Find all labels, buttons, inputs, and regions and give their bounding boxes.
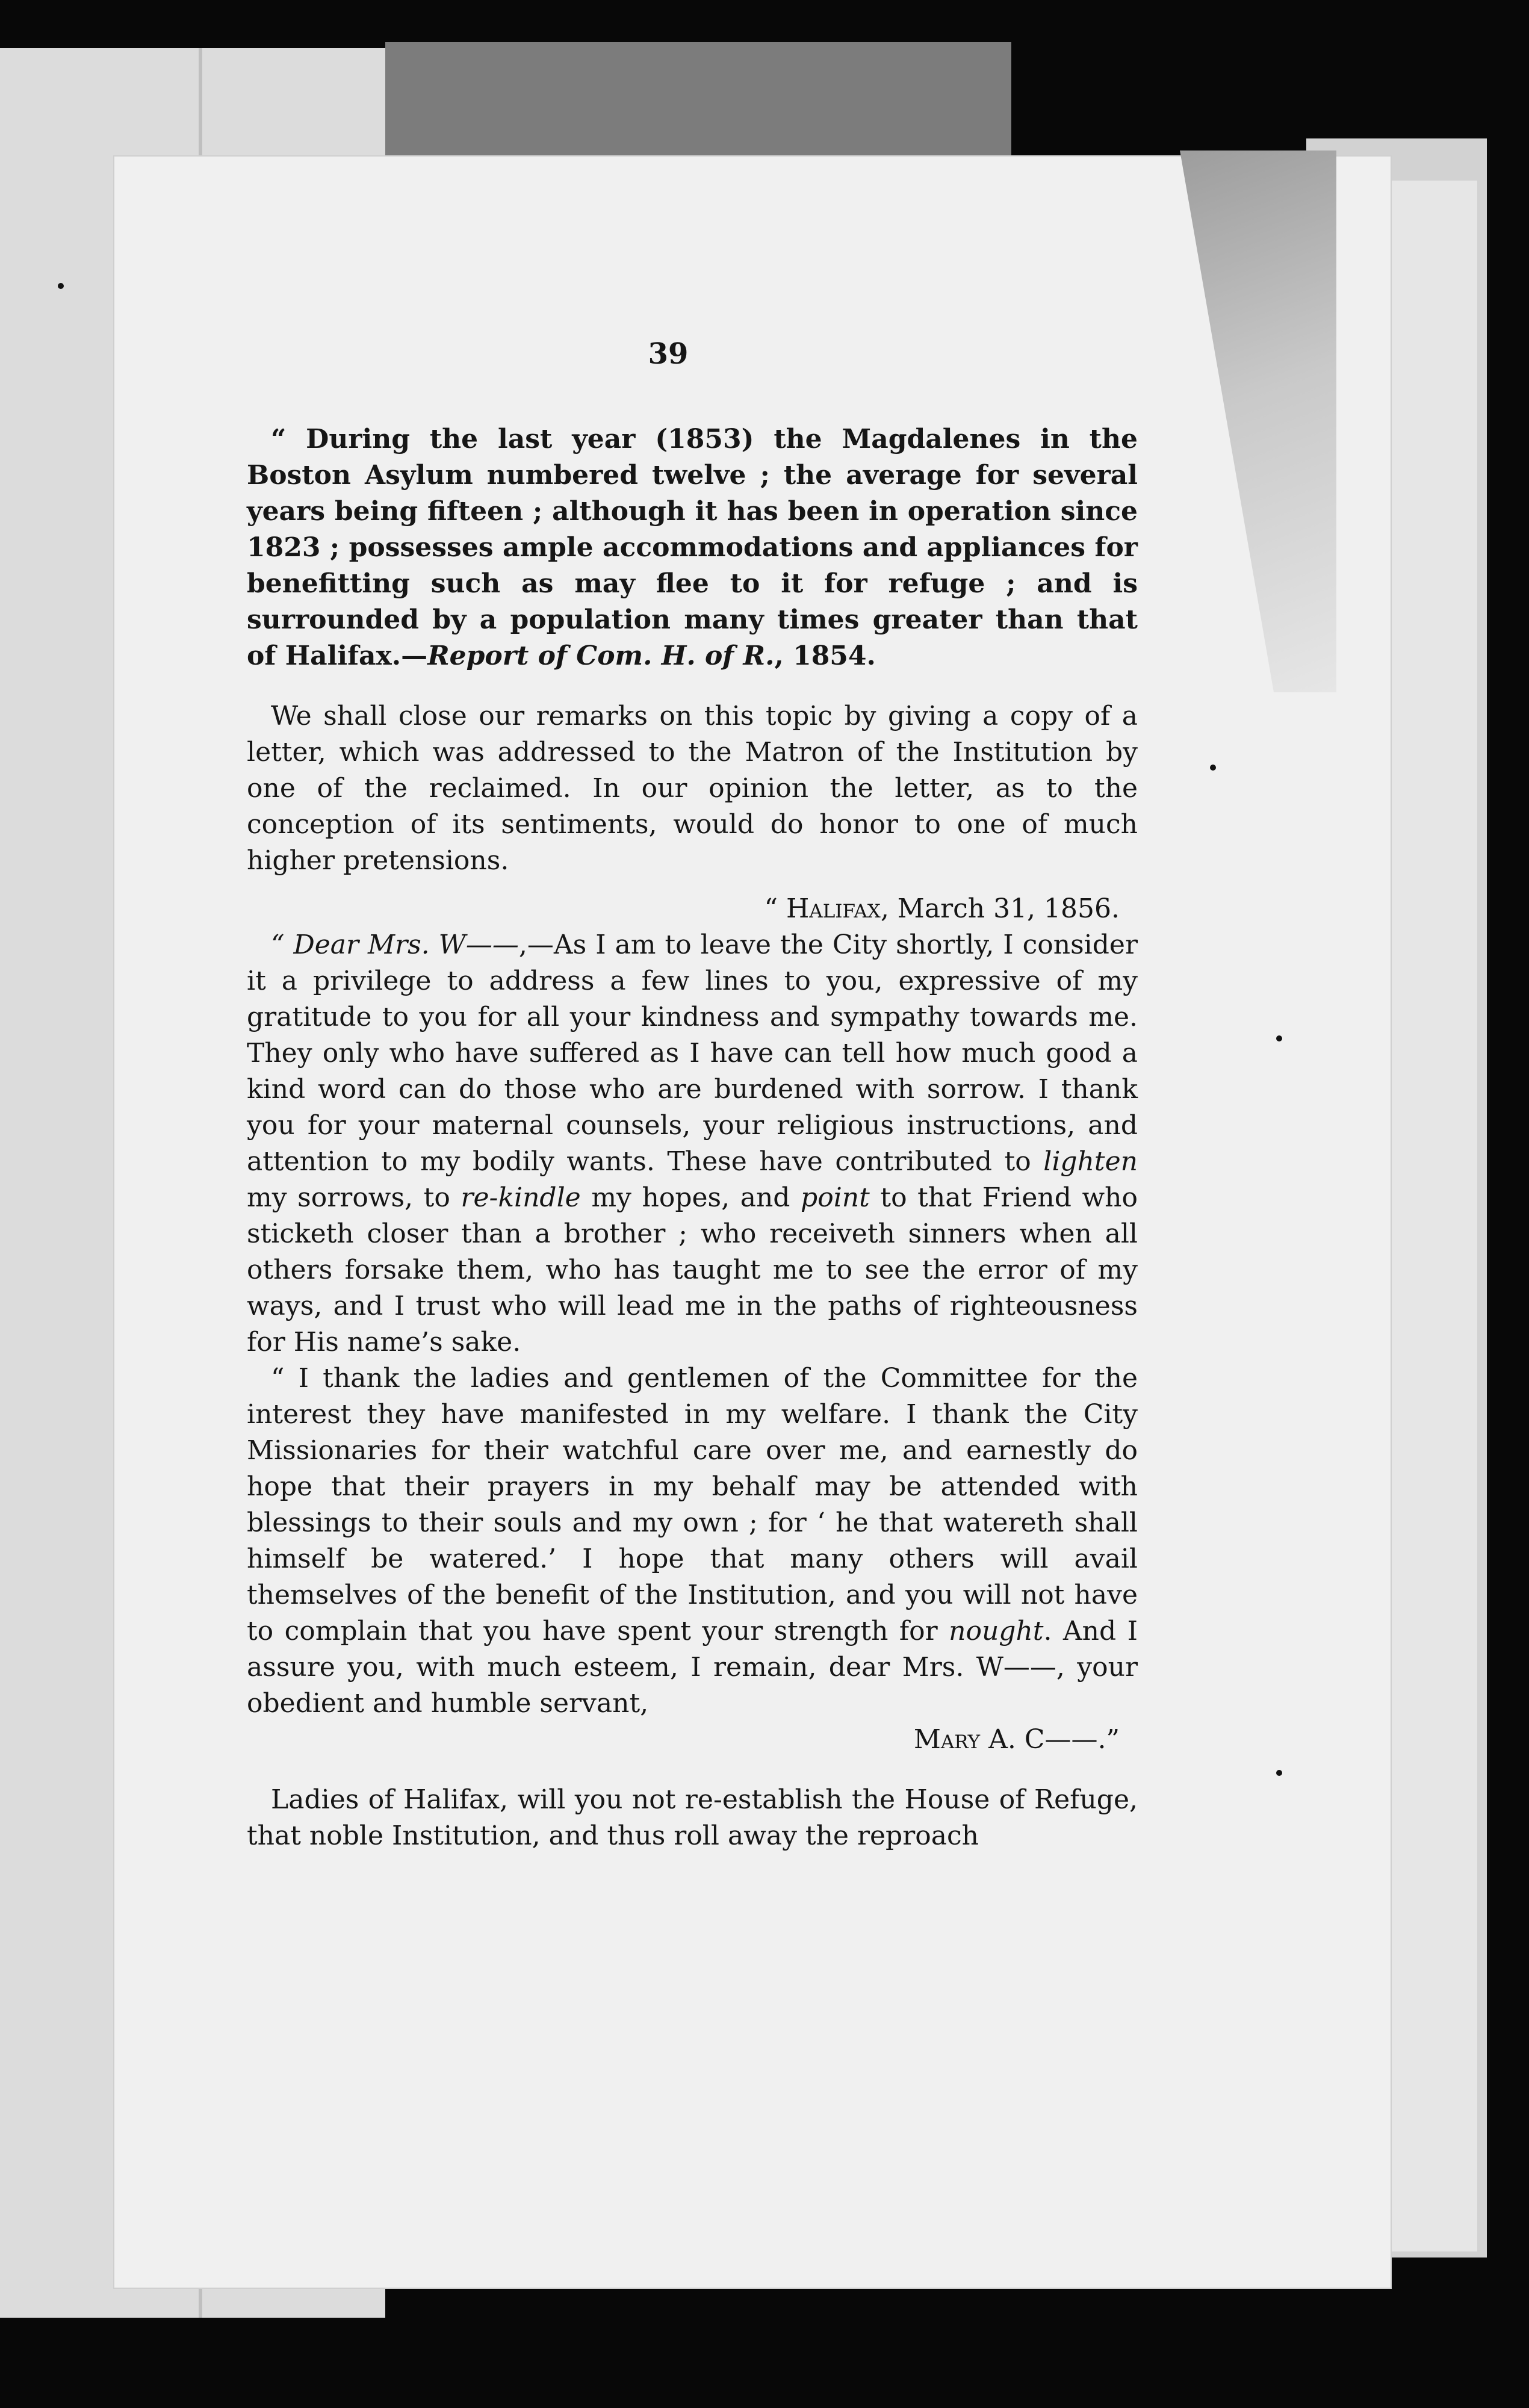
letter-emphasis-point: point: [801, 1182, 870, 1213]
letter2-text-a: “ I thank the ladies and gentlemen of the Committee for the interest they have manifested in my welfare. I thank the City Missionaries for their watchful care over me, and earnestly do hope that their prayers in my behalf may be attended with blessings to their souls and my own ; for ‘ he that watereth shall himself be watered.’ I hope that many others will avail themselves of the benefit of the Institution, and you will not have to complain that you have spent your strength for: [247, 1363, 1138, 1646]
ink-speck: [1210, 765, 1216, 771]
letter-text-d: to that Friend who sticketh closer than a brother ; who receiveth sinners when all others forsake them, who has taught me to see the error of my ways, and I trust who will lead me in the paths of righteousness for His name’s sake.: [247, 1182, 1138, 1358]
quote-source: Report of Com. H. of R.: [427, 641, 775, 671]
boston-asylum-quote: [247, 421, 1138, 674]
dateline-open-quote: “: [764, 893, 786, 924]
letter-emphasis-lighten: lighten: [1043, 1146, 1138, 1177]
page-number: 39: [648, 337, 689, 371]
quote-text: “ During the last year (1853) the Magdalenes in the Boston Asylum numbered twelve ; the average for several years being fifteen ; although it has been in operation since 1823 ; possesses ample accommodations and appliances for benefitting such as may flee to it for refuge ; and is surrounded by a population many times greater than that of Halifax.—: [247, 424, 1138, 671]
dateline-date: , March 31, 1856.: [880, 893, 1120, 924]
letter-text-c: my hopes, and: [580, 1182, 801, 1213]
letter-paragraph-2: [247, 1361, 1138, 1722]
letter-text-b: my sorrows, to: [247, 1182, 461, 1213]
letter-text-a: ,—As I am to leave the City shortly, I consider it a privilege to address a few lines to you, expressive of my gratitude to you for all your kindness and sympathy towards me. They only who have suffered as I have can tell how much good a kind word can do those who are burdened with sorrow. I thank you for your maternal counsels, your religious instructions, and attention to my bodily wants. These have contributed to: [247, 929, 1138, 1177]
ink-speck: [1276, 1035, 1282, 1041]
letter-signature: Mary A. C——.”: [913, 1724, 1120, 1755]
page-text: [247, 421, 1138, 1854]
closing-paragraph: Ladies of Halifax, will you not re-establish the House of Refuge, that noble Institution, and thus roll away the reproach: [247, 1784, 1138, 1851]
quote-year: , 1854.: [774, 641, 876, 671]
letter-paragraph-1: [247, 927, 1138, 1361]
letter-emphasis-rekindle: re-kindle: [461, 1182, 581, 1213]
intro-paragraph: We shall close our remarks on this topic by giving a copy of a letter, which was addressed to the Matron of the Institution by one of the reclaimed. In our opinion the letter, as to the conception of its sentiments, would do honor to one of much higher pretensions.: [247, 701, 1138, 876]
dateline-place: Halifax: [786, 893, 881, 924]
letter2-text-b: . And I assure you, with much esteem, I remain, dear Mrs. W——, your obedient and humble servant,: [247, 1616, 1138, 1719]
ink-speck: [1276, 1770, 1282, 1776]
ink-speck: [58, 283, 64, 289]
letter2-emphasis-nought: nought: [949, 1616, 1044, 1646]
letter-dateline: [247, 891, 1138, 927]
letter-salutation: “ Dear Mrs. W——: [271, 929, 519, 960]
